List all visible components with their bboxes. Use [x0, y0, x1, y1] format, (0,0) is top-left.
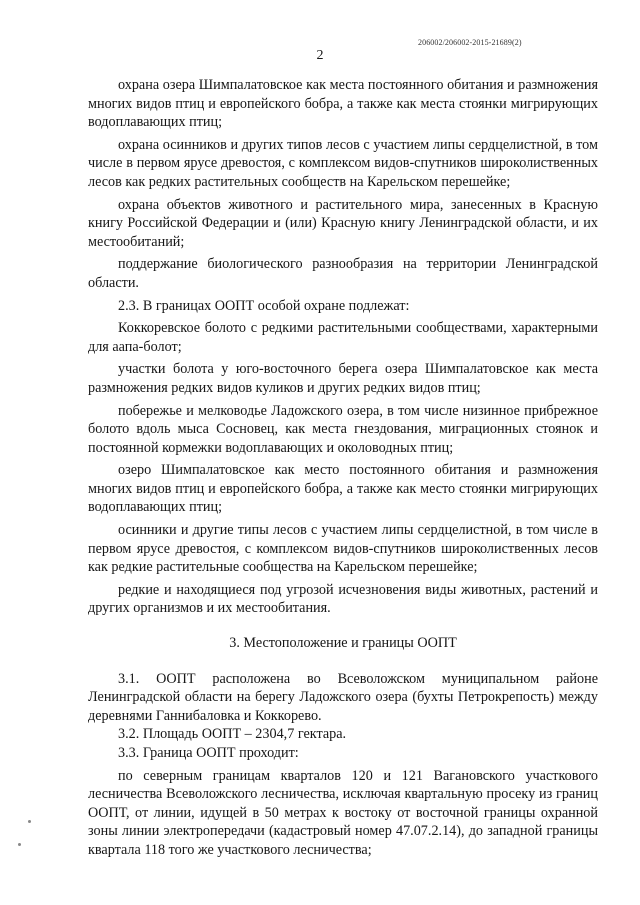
paragraph: охрана осинников и других типов лесов с участием липы сердцелистной, в том числе в первом ярусе древостоя, с комплексом видов-спутников широколиственных лесов как редких растительных сообществ на Карельском перешейке;	[88, 136, 598, 190]
paragraph: осинники и другие типы лесов с участием липы сердцелистной, в том числе в первом ярусе древостоя, с комплексом видов-спутников широколиственных лесов как редкие растительные сообщества на Карельском перешейке;	[88, 522, 598, 576]
paragraph: побережье и мелководье Ладожского озера, в том числе низинное прибрежное болото вдоль мыса Сосновец, как места гнездования, миграционных стоянок и постоянной кормежки водоплавающих и околоводных птиц;	[88, 402, 598, 456]
paragraph: поддержание биологического разнообразия на территории Ленинградской области.	[88, 256, 598, 291]
paragraph: охрана озера Шимпалатовское как места постоянного обитания и размножения многих видов птиц и европейского бобра, а также как места стоянки мигрирующих водоплавающих птиц;	[88, 77, 598, 131]
paragraph: 3.3. Граница ООПТ проходит:	[118, 745, 299, 761]
paragraph: редкие и находящиеся под угрозой исчезновения виды животных, растений и других организмов и их местообитания.	[88, 581, 598, 617]
paragraph: 3.1. ООПТ расположена во Всеволожском муниципальном районе Ленинградской области на берегу Ладожского озера (бухты Петрокрепость) между деревнями Ганнибаловка и Коккорево.	[88, 670, 598, 724]
scan-speck	[18, 843, 21, 846]
page-number: 2	[316, 48, 324, 63]
scan-speck	[28, 820, 31, 823]
subsection-heading: 2.3. В границах ООПТ особой охране подлежат:	[118, 297, 410, 314]
paragraph: озеро Шимпалатовское как место постоянного обитания и размножения многих видов птиц и европейского бобра, а также как место стоянки мигрирующих водоплавающих птиц;	[88, 462, 598, 516]
paragraph: участки болота у юго-восточного берега озера Шимпалатовское как места размножения редких видов куликов и других редких видов птиц;	[88, 361, 598, 396]
paragraph: 3.2. Площадь ООПТ – 2304,7 гектара.	[118, 726, 347, 743]
paragraph: охрана объектов животного и растительного мира, занесенных в Красную книгу Российской Федерации и (или) Красную книгу Ленинградской области, и их местообитаний;	[88, 196, 598, 250]
document-registration-number: 206002/206002-2015-21689(2)	[418, 38, 522, 47]
section-heading: 3. Местоположение и границы ООПТ	[229, 635, 457, 652]
document-body	[88, 76, 598, 860]
paragraph: по северным границам кварталов 120 и 121 Вагановского участкового лесничества Всеволожского лесничества, исключая квартальную просеку из границ ООПТ, от линии, идущей в 50 метрах к востоку от восточной границы охранной зоны линии электропередачи (кадастровый номер 47.07.2.14), до западной границы квартала 118 того же участкового лесничества;	[88, 767, 598, 858]
paragraph: Коккоревское болото с редкими растительными сообществами, характерными для аапа-болот;	[88, 320, 598, 355]
